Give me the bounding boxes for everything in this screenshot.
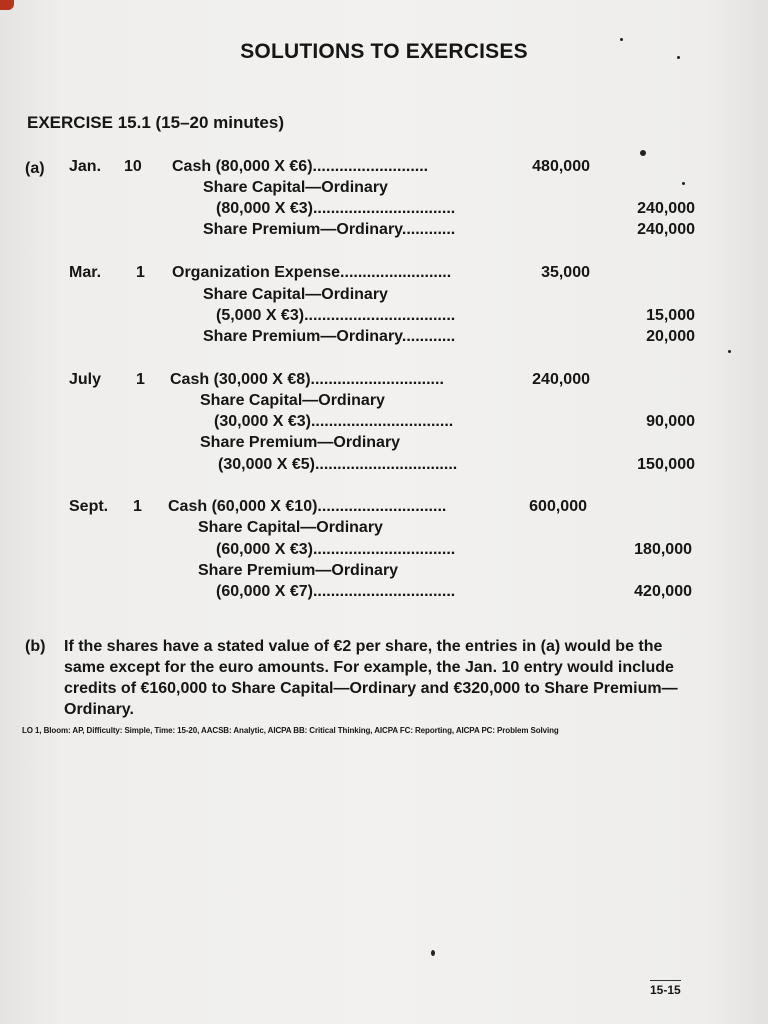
leader-dots: ................................ <box>312 541 456 558</box>
part-b-label: (b) <box>25 638 46 655</box>
debit-amount: 480,000 <box>532 158 590 175</box>
credit-detail-line <box>218 455 457 475</box>
entry-day: 10 <box>124 158 142 175</box>
credit-account: Share Premium—Ordinary <box>198 562 399 579</box>
debit-amount: 240,000 <box>532 371 590 388</box>
credit-line <box>203 220 455 240</box>
part-b-text: If the shares have a stated value of €2 per share, the entries in (a) would be the same except for the euro amounts. For example, the Jan. 10 entry would include credits of €160,000 to Share Capital—Ordinary and €320,000 to Share Premium—Ordinary. <box>64 638 678 718</box>
ink-speck <box>640 150 646 156</box>
credit-detail: (60,000 X €7) <box>216 583 313 600</box>
page-number: 15-15 <box>650 980 681 997</box>
credit-detail: (5,000 X €3) <box>216 307 305 324</box>
entry-month: July <box>69 371 102 388</box>
credit-account: Share Premium—Ordinary <box>203 221 402 238</box>
leader-dots: ............ <box>401 221 456 238</box>
debit-account: Cash (80,000 X €6) <box>172 158 313 175</box>
credit-account: Share Capital—Ordinary <box>200 392 385 409</box>
debit-account: Cash (60,000 X €10) <box>168 498 318 515</box>
credit-amount: 20,000 <box>646 328 695 345</box>
leader-dots: ................................ <box>310 413 454 430</box>
debit-amount: 35,000 <box>541 264 590 281</box>
entry-month: Jan. <box>69 158 102 175</box>
credit-amount: 240,000 <box>637 221 695 238</box>
debit-account: Organization Expense <box>172 264 341 281</box>
entry-day: 1 <box>136 371 145 388</box>
leader-dots: ............ <box>401 328 456 345</box>
entry-day: 1 <box>133 498 142 515</box>
credit-account: Share Capital—Ordinary <box>203 286 388 303</box>
page-title: SOLUTIONS TO EXERCISES <box>240 40 528 63</box>
credit-detail-line <box>216 540 455 560</box>
credit-amount: 180,000 <box>634 541 692 558</box>
credit-account: Share Capital—Ordinary <box>203 179 388 196</box>
credit-line <box>203 327 455 347</box>
part-a-label: (a) <box>25 160 45 177</box>
credit-detail: (30,000 X €3) <box>214 413 311 430</box>
credit-account: Share Premium—Ordinary <box>200 434 401 451</box>
debit-line <box>170 370 444 390</box>
credit-amount: 240,000 <box>637 200 695 217</box>
ink-speck <box>677 56 680 59</box>
credit-detail: (80,000 X €3) <box>216 200 313 217</box>
credit-detail-line <box>216 199 455 219</box>
credit-detail: (60,000 X €3) <box>216 541 313 558</box>
debit-amount: 600,000 <box>529 498 587 515</box>
credit-detail-line <box>216 582 455 602</box>
debit-line <box>168 497 446 517</box>
debit-account: Cash (30,000 X €8) <box>170 371 311 388</box>
ink-speck <box>682 182 685 185</box>
entry-day: 1 <box>136 264 145 281</box>
exercise-heading: EXERCISE 15.1 (15–20 minutes) <box>27 113 285 132</box>
credit-detail-line <box>214 412 453 432</box>
ink-speck <box>728 350 731 353</box>
ink-speck <box>620 38 623 41</box>
credit-account: Share Premium—Ordinary <box>203 328 402 345</box>
leader-dots: .............................. <box>310 371 444 388</box>
credit-account: Share Capital—Ordinary <box>198 519 383 536</box>
credit-detail: (30,000 X €5) <box>218 456 315 473</box>
credit-amount: 90,000 <box>646 413 695 430</box>
leader-dots: ......................... <box>340 264 452 281</box>
credit-amount: 15,000 <box>646 307 695 324</box>
leader-dots: .......................... <box>312 158 429 175</box>
credit-amount: 150,000 <box>637 456 695 473</box>
entry-month: Mar. <box>69 264 102 281</box>
credit-amount: 420,000 <box>634 583 692 600</box>
credit-detail-line <box>216 306 455 326</box>
footnote: LO 1, Bloom: AP, Difficulty: Simple, Time: 15-20, AACSB: Analytic, AICPA BB: Critical Thinking, AICPA FC: Reporting, AICPA PC: Problem Solving <box>22 726 559 735</box>
debit-line <box>172 263 451 283</box>
leader-dots: .................................. <box>304 307 456 324</box>
debit-line <box>172 157 428 177</box>
leader-dots: ................................ <box>312 583 456 600</box>
leader-dots: ............................. <box>317 498 447 515</box>
entry-month: Sept. <box>69 498 109 515</box>
ink-speck <box>431 950 435 956</box>
page-corner-mark <box>0 0 14 10</box>
leader-dots: ................................ <box>314 456 458 473</box>
leader-dots: ................................ <box>312 200 456 217</box>
